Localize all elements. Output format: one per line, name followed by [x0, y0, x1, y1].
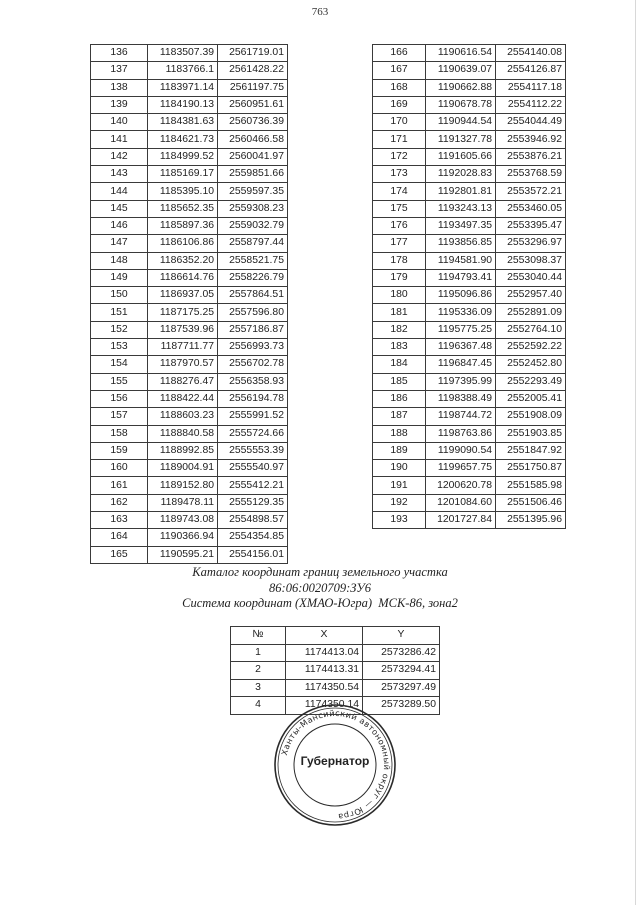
x-coordinate: 1190639.07 — [426, 62, 496, 79]
x-coordinate: 1187711.77 — [148, 339, 218, 356]
point-number: 142 — [91, 148, 148, 165]
point-number: 137 — [91, 62, 148, 79]
table-row — [91, 62, 288, 79]
point-number: 148 — [91, 252, 148, 269]
point-number: 178 — [373, 252, 426, 269]
y-coordinate: 2552891.09 — [496, 304, 566, 321]
scan-edge-line — [635, 0, 636, 905]
x-coordinate: 1186106.86 — [148, 235, 218, 252]
seal-center-text: Губернатор — [300, 754, 370, 768]
point-number: 193 — [373, 512, 426, 529]
table-row — [373, 356, 566, 373]
point-number: 171 — [373, 131, 426, 148]
y-coordinate: 2553946.92 — [496, 131, 566, 148]
x-coordinate: 1174413.04 — [286, 644, 363, 662]
table-row — [373, 408, 566, 425]
y-coordinate: 2573286.42 — [363, 644, 440, 662]
table-row — [91, 96, 288, 113]
table-row — [373, 166, 566, 183]
point-number: 170 — [373, 114, 426, 131]
table-row — [91, 114, 288, 131]
x-coordinate: 1183971.14 — [148, 79, 218, 96]
point-number: 158 — [91, 425, 148, 442]
page-number: 763 — [311, 6, 329, 18]
y-coordinate: 2551908.09 — [496, 408, 566, 425]
x-coordinate: 1183766.1 — [148, 62, 218, 79]
point-number: 173 — [373, 166, 426, 183]
table-row — [373, 79, 566, 96]
point-number: 182 — [373, 321, 426, 338]
point-number: 4 — [231, 697, 286, 715]
y-coordinate: 2551903.85 — [496, 425, 566, 442]
point-number: 153 — [91, 339, 148, 356]
y-coordinate: 2559851.66 — [218, 166, 288, 183]
table-row — [91, 546, 288, 563]
table-row — [373, 339, 566, 356]
point-number: 176 — [373, 217, 426, 234]
table-row — [91, 200, 288, 217]
x-coordinate: 1194793.41 — [426, 269, 496, 286]
x-coordinate: 1190616.54 — [426, 45, 496, 62]
y-coordinate: 2559597.35 — [218, 183, 288, 200]
y-coordinate: 2557596.80 — [218, 304, 288, 321]
table-row — [91, 269, 288, 286]
table-row — [373, 512, 566, 529]
point-number: 187 — [373, 408, 426, 425]
point-number: 177 — [373, 235, 426, 252]
x-coordinate: 1199657.75 — [426, 460, 496, 477]
x-coordinate: 1193497.35 — [426, 217, 496, 234]
y-coordinate: 2551847.92 — [496, 442, 566, 459]
x-coordinate: 1187539.96 — [148, 321, 218, 338]
x-coordinate: 1183507.39 — [148, 45, 218, 62]
x-coordinate: 1199090.54 — [426, 442, 496, 459]
x-coordinate: 1191605.66 — [426, 148, 496, 165]
point-number: 166 — [373, 45, 426, 62]
point-number: 179 — [373, 269, 426, 286]
y-coordinate: 2553040.44 — [496, 269, 566, 286]
y-coordinate: 2553460.05 — [496, 200, 566, 217]
x-coordinate: 1189478.11 — [148, 494, 218, 511]
y-coordinate: 2554044.49 — [496, 114, 566, 131]
x-coordinate: 1192801.81 — [426, 183, 496, 200]
x-coordinate: 1191327.78 — [426, 131, 496, 148]
x-coordinate: 1196847.45 — [426, 356, 496, 373]
point-number: 147 — [91, 235, 148, 252]
y-coordinate: 2555540.97 — [218, 460, 288, 477]
table-row — [91, 390, 288, 407]
y-coordinate: 2552293.49 — [496, 373, 566, 390]
header-x: X — [286, 627, 363, 645]
x-coordinate: 1185897.36 — [148, 217, 218, 234]
governor-seal — [272, 702, 398, 828]
table-row — [91, 131, 288, 148]
y-coordinate: 2551395.96 — [496, 512, 566, 529]
x-coordinate: 1190662.88 — [426, 79, 496, 96]
x-coordinate: 1190944.54 — [426, 114, 496, 131]
y-coordinate: 2560466.58 — [218, 131, 288, 148]
y-coordinate: 2553876.21 — [496, 148, 566, 165]
point-number: 163 — [91, 512, 148, 529]
y-coordinate: 2553395.47 — [496, 217, 566, 234]
point-number: 139 — [91, 96, 148, 113]
y-coordinate: 2554140.08 — [496, 45, 566, 62]
point-number: 164 — [91, 529, 148, 546]
table-row — [373, 183, 566, 200]
y-coordinate: 2555553.39 — [218, 442, 288, 459]
x-coordinate: 1174413.31 — [286, 662, 363, 680]
table-row — [91, 425, 288, 442]
point-number: 150 — [91, 287, 148, 304]
y-coordinate: 2551585.98 — [496, 477, 566, 494]
x-coordinate: 1198744.72 — [426, 408, 496, 425]
y-coordinate: 2551750.87 — [496, 460, 566, 477]
table-row — [91, 460, 288, 477]
x-coordinate: 1185652.35 — [148, 200, 218, 217]
table-row — [91, 252, 288, 269]
point-number: 183 — [373, 339, 426, 356]
table-row — [373, 477, 566, 494]
table-row — [373, 45, 566, 62]
seal-ring-text: Ханты-Мансийский автономный округ — Югра — [279, 707, 393, 822]
x-coordinate: 1195336.09 — [426, 304, 496, 321]
table-row — [91, 477, 288, 494]
y-coordinate: 2560736.39 — [218, 114, 288, 131]
table-row — [231, 662, 440, 680]
table-row — [231, 679, 440, 697]
y-coordinate: 2558521.75 — [218, 252, 288, 269]
table-row — [373, 460, 566, 477]
table-row — [373, 148, 566, 165]
x-coordinate: 1184999.52 — [148, 148, 218, 165]
x-coordinate: 1195096.86 — [426, 287, 496, 304]
x-coordinate: 1187970.57 — [148, 356, 218, 373]
y-coordinate: 2556993.73 — [218, 339, 288, 356]
x-coordinate: 1185169.17 — [148, 166, 218, 183]
x-coordinate: 1185395.10 — [148, 183, 218, 200]
table-row — [91, 79, 288, 96]
y-coordinate: 2557864.51 — [218, 287, 288, 304]
point-number: 181 — [373, 304, 426, 321]
point-number: 145 — [91, 200, 148, 217]
point-number: 167 — [373, 62, 426, 79]
point-number: 172 — [373, 148, 426, 165]
table-row — [373, 373, 566, 390]
y-coordinate: 2561197.75 — [218, 79, 288, 96]
y-coordinate: 2561428.22 — [218, 62, 288, 79]
caption-line-coordinate-system: Система координат (ХМАО-Югра) МСК-86, зона2 — [182, 596, 458, 610]
y-coordinate: 2554898.57 — [218, 512, 288, 529]
x-coordinate: 1195775.25 — [426, 321, 496, 338]
table-row — [373, 62, 566, 79]
y-coordinate: 2573297.49 — [363, 679, 440, 697]
table-row — [231, 644, 440, 662]
point-number: 160 — [91, 460, 148, 477]
y-coordinate: 2552957.40 — [496, 287, 566, 304]
y-coordinate: 2557186.87 — [218, 321, 288, 338]
table-row — [373, 131, 566, 148]
point-number: 180 — [373, 287, 426, 304]
table-row — [373, 287, 566, 304]
table-row — [373, 321, 566, 338]
x-coordinate: 1201727.84 — [426, 512, 496, 529]
y-coordinate: 2554354.85 — [218, 529, 288, 546]
x-coordinate: 1190366.94 — [148, 529, 218, 546]
table-row — [91, 512, 288, 529]
point-number: 188 — [373, 425, 426, 442]
x-coordinate: 1193856.85 — [426, 235, 496, 252]
point-number: 162 — [91, 494, 148, 511]
point-number: 161 — [91, 477, 148, 494]
y-coordinate: 2560041.97 — [218, 148, 288, 165]
table-row — [373, 217, 566, 234]
x-coordinate: 1192028.83 — [426, 166, 496, 183]
y-coordinate: 2559308.23 — [218, 200, 288, 217]
point-number: 140 — [91, 114, 148, 131]
table-row — [91, 529, 288, 546]
point-number: 189 — [373, 442, 426, 459]
x-coordinate: 1198763.86 — [426, 425, 496, 442]
x-coordinate: 1200620.78 — [426, 477, 496, 494]
table-row — [373, 494, 566, 511]
table-row — [91, 442, 288, 459]
y-coordinate: 2573289.50 — [363, 697, 440, 715]
point-number: 141 — [91, 131, 148, 148]
point-number: 2 — [231, 662, 286, 680]
point-number: 143 — [91, 166, 148, 183]
point-number: 174 — [373, 183, 426, 200]
table-row — [91, 217, 288, 234]
caption-line-title: Каталог координат границ земельного участка — [192, 565, 448, 579]
table-row — [91, 45, 288, 62]
table-row — [91, 166, 288, 183]
point-number: 152 — [91, 321, 148, 338]
point-number: 186 — [373, 390, 426, 407]
point-number: 136 — [91, 45, 148, 62]
x-coordinate: 1184381.63 — [148, 114, 218, 131]
y-coordinate: 2553768.59 — [496, 166, 566, 183]
point-number: 149 — [91, 269, 148, 286]
x-coordinate: 1188603.23 — [148, 408, 218, 425]
y-coordinate: 2552452.80 — [496, 356, 566, 373]
table-row — [91, 183, 288, 200]
point-number: 146 — [91, 217, 148, 234]
y-coordinate: 2553572.21 — [496, 183, 566, 200]
x-coordinate: 1188422.44 — [148, 390, 218, 407]
y-coordinate: 2559032.79 — [218, 217, 288, 234]
point-number: 1 — [231, 644, 286, 662]
table-row — [91, 304, 288, 321]
y-coordinate: 2561719.01 — [218, 45, 288, 62]
table-row — [373, 252, 566, 269]
table-row — [373, 304, 566, 321]
x-coordinate: 1186352.20 — [148, 252, 218, 269]
point-number: 184 — [373, 356, 426, 373]
point-number: 144 — [91, 183, 148, 200]
y-coordinate: 2551506.46 — [496, 494, 566, 511]
table-row — [91, 321, 288, 338]
x-coordinate: 1189004.91 — [148, 460, 218, 477]
header-y: Y — [363, 627, 440, 645]
y-coordinate: 2554156.01 — [218, 546, 288, 563]
y-coordinate: 2558797.44 — [218, 235, 288, 252]
table-row — [373, 200, 566, 217]
y-coordinate: 2555412.21 — [218, 477, 288, 494]
y-coordinate: 2552592.22 — [496, 339, 566, 356]
y-coordinate: 2554112.22 — [496, 96, 566, 113]
x-coordinate: 1188276.47 — [148, 373, 218, 390]
x-coordinate: 1186937.05 — [148, 287, 218, 304]
y-coordinate: 2553098.37 — [496, 252, 566, 269]
y-coordinate: 2554117.18 — [496, 79, 566, 96]
table-row — [373, 96, 566, 113]
x-coordinate: 1174350.14 — [286, 697, 363, 715]
y-coordinate: 2558226.79 — [218, 269, 288, 286]
header-number: № — [231, 627, 286, 645]
table-row — [373, 114, 566, 131]
point-number: 3 — [231, 679, 286, 697]
x-coordinate: 1190595.21 — [148, 546, 218, 563]
point-number: 192 — [373, 494, 426, 511]
point-number: 185 — [373, 373, 426, 390]
table-row — [91, 235, 288, 252]
x-coordinate: 1174350.54 — [286, 679, 363, 697]
x-coordinate: 1188992.85 — [148, 442, 218, 459]
catalog-caption — [0, 565, 640, 612]
x-coordinate: 1184621.73 — [148, 131, 218, 148]
x-coordinate: 1184190.13 — [148, 96, 218, 113]
y-coordinate: 2555991.52 — [218, 408, 288, 425]
table-row — [373, 390, 566, 407]
point-number: 191 — [373, 477, 426, 494]
caption-line-cadastral-number: 86:06:0020709:ЗУ6 — [269, 580, 371, 595]
table-row — [91, 148, 288, 165]
table-row — [373, 425, 566, 442]
point-number: 169 — [373, 96, 426, 113]
table-row — [373, 235, 566, 252]
y-coordinate: 2556358.93 — [218, 373, 288, 390]
point-number: 157 — [91, 408, 148, 425]
x-coordinate: 1197395.99 — [426, 373, 496, 390]
x-coordinate: 1193243.13 — [426, 200, 496, 217]
coordinates-table-right — [372, 44, 566, 529]
x-coordinate: 1201084.60 — [426, 494, 496, 511]
table-row — [91, 339, 288, 356]
point-number: 154 — [91, 356, 148, 373]
point-number: 168 — [373, 79, 426, 96]
table-row — [373, 269, 566, 286]
x-coordinate: 1190678.78 — [426, 96, 496, 113]
y-coordinate: 2552764.10 — [496, 321, 566, 338]
y-coordinate: 2573294.41 — [363, 662, 440, 680]
table-row — [91, 373, 288, 390]
table-row — [373, 442, 566, 459]
y-coordinate: 2556194.78 — [218, 390, 288, 407]
y-coordinate: 2554126.87 — [496, 62, 566, 79]
y-coordinate: 2560951.61 — [218, 96, 288, 113]
y-coordinate: 2553296.97 — [496, 235, 566, 252]
x-coordinate: 1189152.80 — [148, 477, 218, 494]
point-number: 156 — [91, 390, 148, 407]
x-coordinate: 1186614.76 — [148, 269, 218, 286]
point-number: 175 — [373, 200, 426, 217]
y-coordinate: 2555724.66 — [218, 425, 288, 442]
x-coordinate: 1194581.90 — [426, 252, 496, 269]
point-number: 155 — [91, 373, 148, 390]
point-number: 159 — [91, 442, 148, 459]
point-number: 165 — [91, 546, 148, 563]
x-coordinate: 1196367.48 — [426, 339, 496, 356]
table-row — [91, 356, 288, 373]
y-coordinate: 2552005.41 — [496, 390, 566, 407]
y-coordinate: 2555129.35 — [218, 494, 288, 511]
table-row — [91, 287, 288, 304]
x-coordinate: 1189743.08 — [148, 512, 218, 529]
table-row — [91, 408, 288, 425]
point-number: 138 — [91, 79, 148, 96]
point-number: 151 — [91, 304, 148, 321]
table-header-row — [231, 627, 440, 645]
y-coordinate: 2556702.78 — [218, 356, 288, 373]
coordinates-table-left — [90, 44, 288, 564]
x-coordinate: 1188840.58 — [148, 425, 218, 442]
x-coordinate: 1187175.25 — [148, 304, 218, 321]
table-row — [91, 494, 288, 511]
point-number: 190 — [373, 460, 426, 477]
x-coordinate: 1198388.49 — [426, 390, 496, 407]
